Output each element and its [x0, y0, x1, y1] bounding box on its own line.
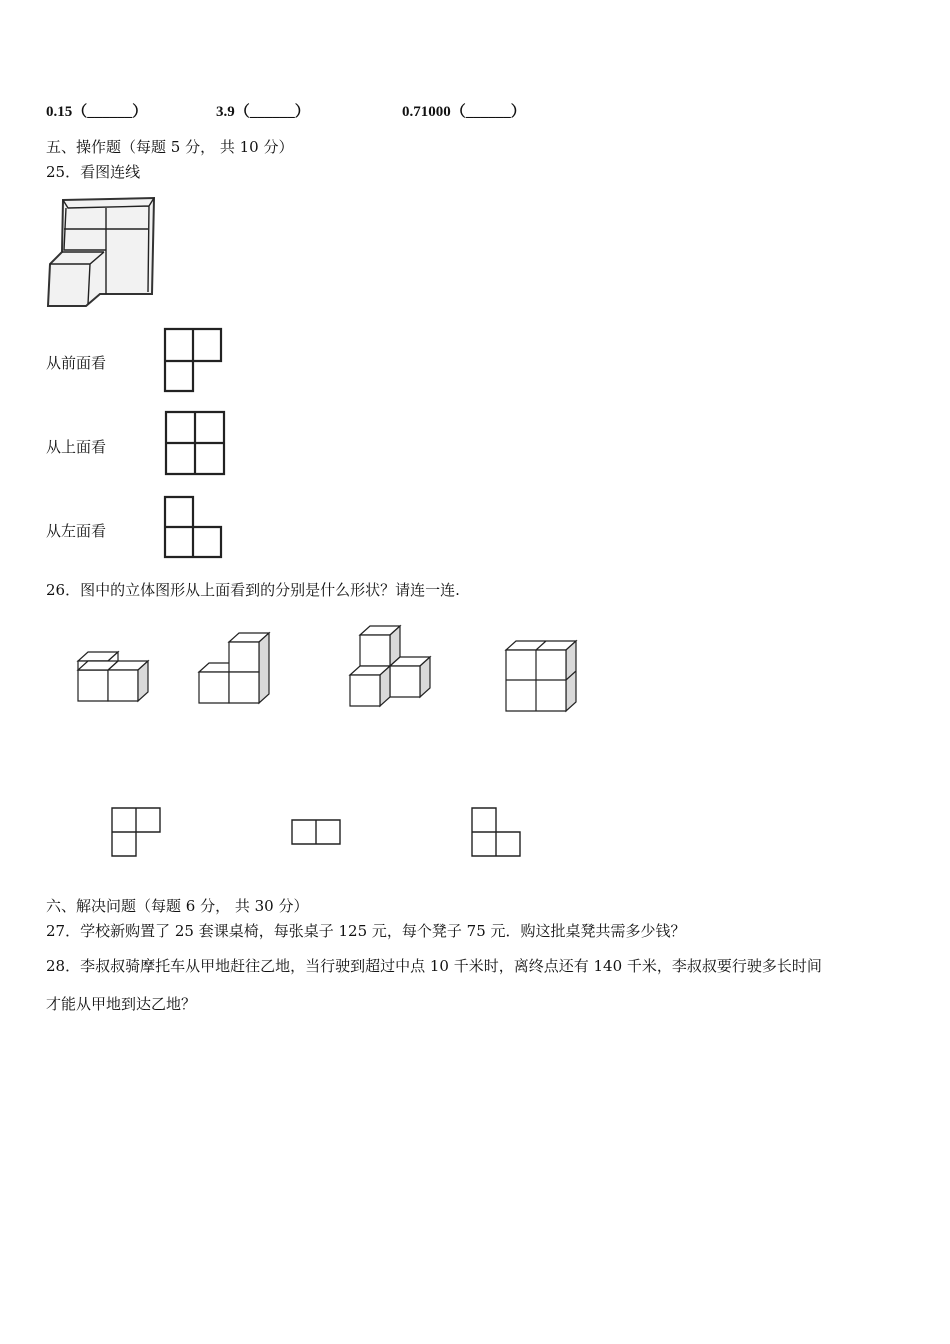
section-5-heading: 五、操作题（每题 5 分， 共 10 分）: [46, 138, 294, 156]
view-shape-l-bottom: [163, 495, 225, 561]
solid-4: [504, 640, 580, 716]
decimal-item-2: 3.9（______）: [216, 104, 310, 120]
view-label-front: 从前面看: [46, 354, 107, 372]
question-26-title: 26．图中的立体图形从上面看到的分别是什么形状？请连一连.: [46, 581, 460, 599]
top-view-shape-2: [290, 818, 344, 848]
decimal-item-3: 0.71000（______）: [402, 104, 526, 120]
section-6-heading: 六、解决问题（每题 6 分， 共 30 分）: [46, 897, 309, 915]
view-label-left: 从左面看: [46, 522, 107, 540]
solid-1: [76, 650, 152, 704]
top-view-shape-3: [470, 806, 524, 860]
question-27: 27．学校新购置了 25 套课桌椅，每张桌子 125 元，每个凳子 75 元．购这批桌凳共需多少钱？: [46, 922, 686, 940]
solid-2: [197, 632, 273, 708]
view-shape-l-top: [163, 327, 225, 393]
question-28-line-1: 28．李叔叔骑摩托车从甲地赶往乙地，当行驶到超过中点 10 千米时，离终点还有 140 千米，李叔叔要行驶多长时间: [46, 957, 822, 975]
decimal-item-1: 0.15（______）: [46, 104, 148, 120]
view-label-top: 从上面看: [46, 438, 107, 456]
solid-3: [348, 625, 434, 711]
question-25-title: 25．看图连线: [46, 163, 141, 181]
question-28-line-2: 才能从甲地到达乙地？: [46, 995, 197, 1013]
view-shape-2x2: [164, 410, 228, 478]
top-view-shape-1: [110, 806, 164, 860]
q25-solid-figure: [44, 194, 156, 308]
